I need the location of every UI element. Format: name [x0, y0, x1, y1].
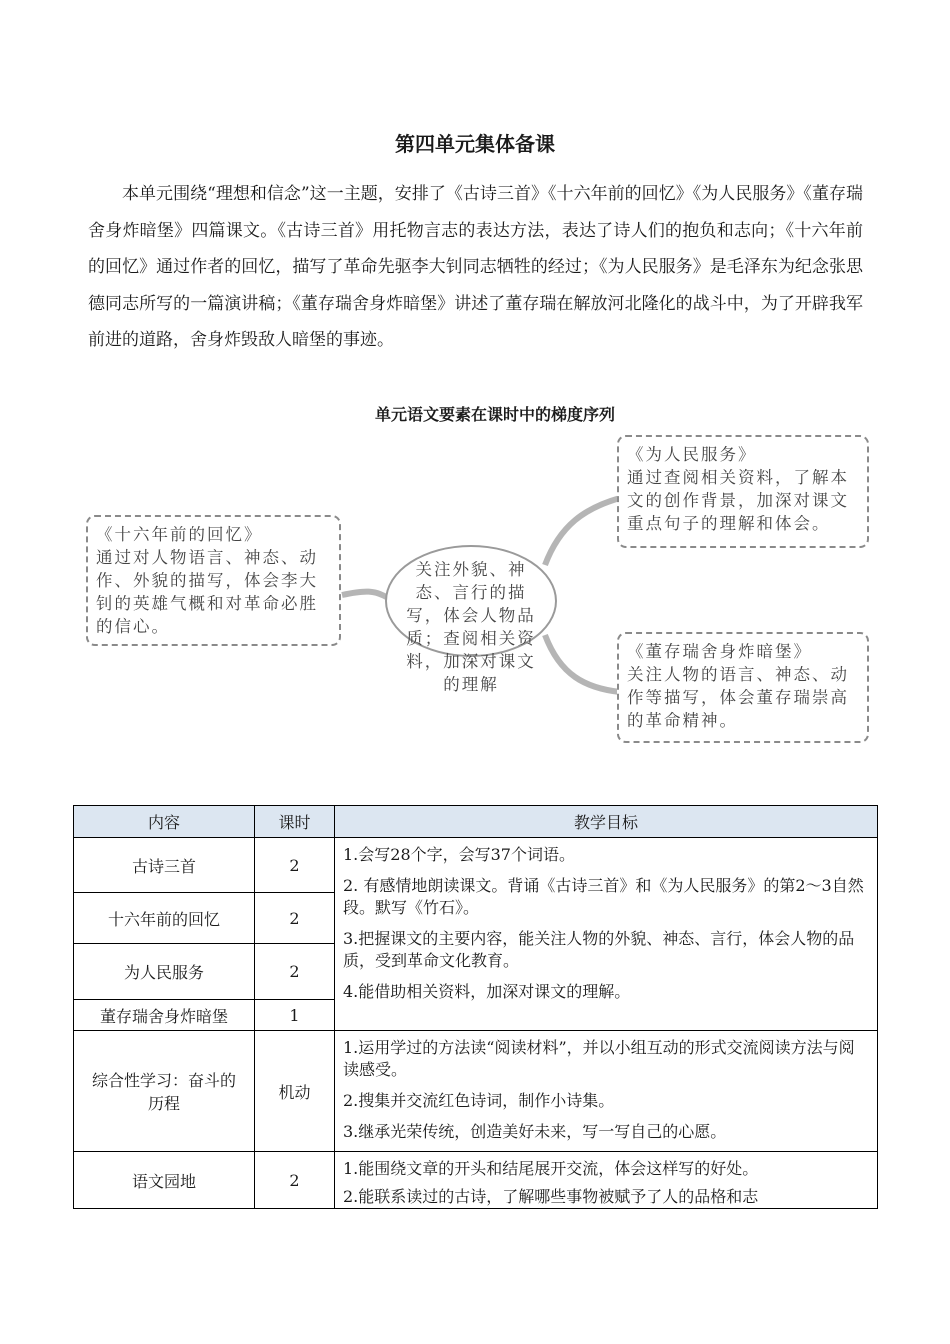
goal-item: 1.能围绕文章的开头和结尾展开交流，体会这样写的好处。	[343, 1159, 759, 1178]
goal-item: 2.能联系读过的古诗，了解哪些事物被赋予了人的品格和志	[343, 1187, 759, 1206]
row-hours: 2	[255, 893, 335, 944]
row-content: 为人民服务	[74, 944, 255, 1000]
table-row	[74, 838, 878, 893]
center-node	[385, 545, 557, 694]
goal-item: 4.能借助相关资料，加深对课文的理解。	[343, 982, 631, 1001]
goals-cell-2	[335, 1031, 878, 1152]
left-lesson-heading: 《十六年前的回忆》	[96, 525, 263, 544]
left-lesson-text: 通过对人物语言、神态、动作、外貌的描写，体会李大钊的英雄气概和对革命必胜的信心。	[96, 548, 318, 636]
goal-item: 3.把握课文的主要内容，能关注人物的外貌、神态、言行，体会人物的品质，受到革命文化教育。	[343, 929, 855, 970]
mindmap-diagram	[80, 430, 880, 750]
right-bottom-lesson-box	[617, 632, 869, 743]
table-header-row	[74, 806, 878, 838]
right-top-lesson-heading: 《为人民服务》	[627, 445, 757, 464]
header-goals: 教学目标	[335, 806, 878, 838]
right-top-lesson-box	[617, 435, 869, 548]
right-top-lesson-text: 通过查阅相关资料，了解本文的创作背景，加深对课文重点句子的理解和体会。	[627, 468, 849, 533]
goal-item: 2. 有感情地朗读课文。背诵《古诗三首》和《为人民服务》的第2～3自然段。默写《竹石》。	[343, 876, 864, 917]
page-title: 第四单元集体备课	[395, 132, 555, 156]
mindmap-title: 单元语文要素在课时中的梯度序列	[374, 405, 615, 424]
row-hours: 2	[255, 1152, 335, 1209]
row-content: 综合性学习：奋斗的历程	[74, 1031, 255, 1152]
row-content: 十六年前的回忆	[74, 893, 255, 944]
table-row	[74, 1152, 878, 1209]
right-bottom-lesson-heading: 《董存瑞舍身炸暗堡》	[627, 642, 812, 661]
row-hours: 机动	[255, 1031, 335, 1152]
row-hours: 2	[255, 944, 335, 1000]
center-node-text: 关注外貌、神态、言行的描写，体会人物品质；查阅相关资料，加深对课文的理解	[406, 560, 536, 694]
row-content: 古诗三首	[74, 838, 255, 893]
table-row	[74, 1031, 878, 1152]
intro-paragraph: 本单元围绕“理想和信念”这一主题，安排了《古诗三首》《十六年前的回忆》《为人民服务》《董存瑞舍身炸暗堡》四篇课文。《古诗三首》用托物言志的表达方法，表达了诗人们的抱负和志向；《十六年前的回忆》通过作者的回忆，描写了革命先驱李大钊同志牺牲的经过；《为人民服务》是毛泽东为纪念张思德同志所写的一篇演讲稿；《董存瑞舍身炸暗堡》讲述了董存瑞在解放河北隆化的战斗中，为了开辟我军前进的道路，舍身炸毁敌人暗堡的事迹。	[88, 184, 863, 350]
header-hours: 课时	[255, 806, 335, 838]
row-content: 董存瑞舍身炸暗堡	[74, 1000, 255, 1031]
goal-item: 3.继承光荣传统，创造美好未来，写一写自己的心愿。	[343, 1122, 727, 1141]
header-content: 内容	[74, 806, 255, 838]
goal-item: 2.搜集并交流红色诗词，制作小诗集。	[343, 1091, 615, 1110]
row-content: 语文园地	[74, 1152, 255, 1209]
teaching-goals-table	[73, 805, 878, 1209]
goals-cell-3	[335, 1152, 878, 1209]
right-bottom-lesson-text: 关注人物的语言、神态、动作等描写，体会董存瑞崇高的革命精神。	[627, 665, 849, 730]
goal-item: 1.运用学过的方法读“阅读材料”，并以小组互动的形式交流阅读方法与阅读感受。	[343, 1038, 855, 1079]
row-hours: 2	[255, 838, 335, 893]
left-lesson-box	[86, 515, 341, 646]
goal-item: 1.会写28个字，会写37个词语。	[343, 845, 575, 864]
goals-cell-1	[335, 838, 878, 1031]
row-hours: 1	[255, 1000, 335, 1031]
